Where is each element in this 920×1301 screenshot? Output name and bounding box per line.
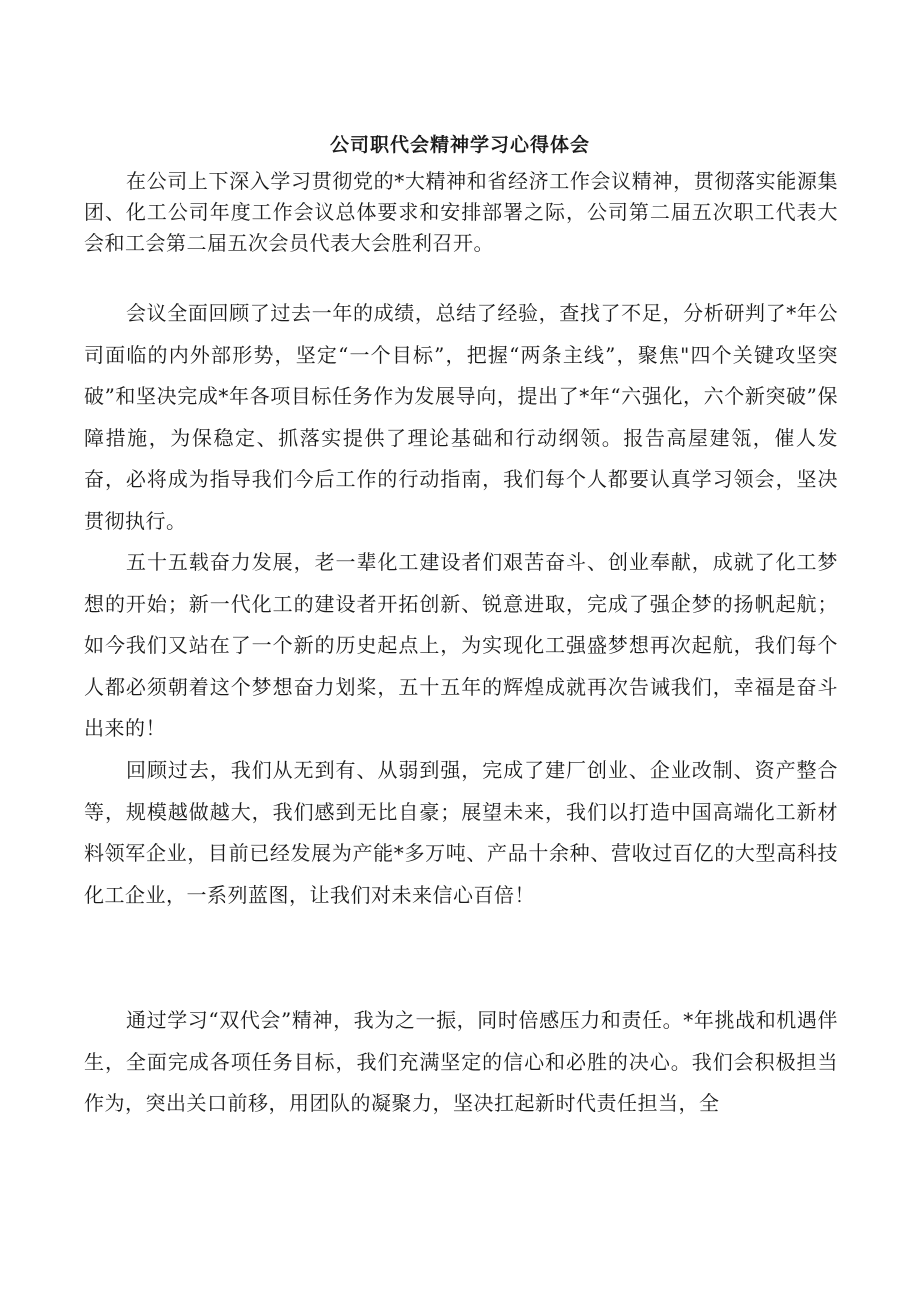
paragraph-1: 在公司上下深入学习贯彻党的*大精神和省经济工作会议精神，贯彻落实能源集团、化工公司年度工作会议总体要求和安排部署之际，公司第二届五次职工代表大会和工会第二届五次会员代表大会胜利召开。 (84, 169, 838, 255)
paragraph-3: 五十五载奋力发展，老一辈化工建设者们艰苦奋斗、创业奉献，成就了化工梦想的开始；新一代化工的建设者开拓创新、锐意进取，完成了强企梦的扬帆起航；如今我们又站在了一个新的历史起点上，为实现化工强盛梦想再次起航，我们每个人都必须朝着这个梦想奋力划桨，五十五年的辉煌成就再次告诫我们，幸福是奋斗出来的！ (84, 550, 838, 740)
paragraph-4: 回顾过去，我们从无到有、从弱到强，完成了建厂创业、企业改制、资产整合等，规模越做越大，我们感到无比自豪；展望未来，我们以打造中国高端化工新材料领军企业，目前已经发展为产能*多万吨、产品十余种、营收过百亿的大型高科技化工企业，一系列蓝图，让我们对未来信心百倍！ (84, 758, 838, 907)
paragraph-2: 会议全面回顾了过去一年的成绩，总结了经验，查找了不足，分析研判了*年公司面临的内外部形势，坚定“一个目标”，把握“两条主线”，聚焦"四个关键攻坚突破”和坚决完成*年各项目标任务作为发展导向，提出了*年“六强化，六个新突破”保障措施，为保稳定、抓落实提供了理论基础和行动纲领。报告高屋建瓴，催人发奋，必将成为指导我们今后工作的行动指南，我们每个人都要认真学习领会，坚决贯彻执行。 (84, 301, 838, 533)
document-title: 公司职代会精神学习心得体会 (329, 134, 590, 156)
paragraph-5: 通过学习“双代会”精神，我为之一振，同时倍感压力和责任。*年挑战和机遇伴生，全面完成各项任务目标，我们充满坚定的信心和必胜的决心。我们会积极担当作为，突出关口前移，用团队的凝聚力，坚决扛起新时代责任担当，全 (84, 1008, 838, 1115)
